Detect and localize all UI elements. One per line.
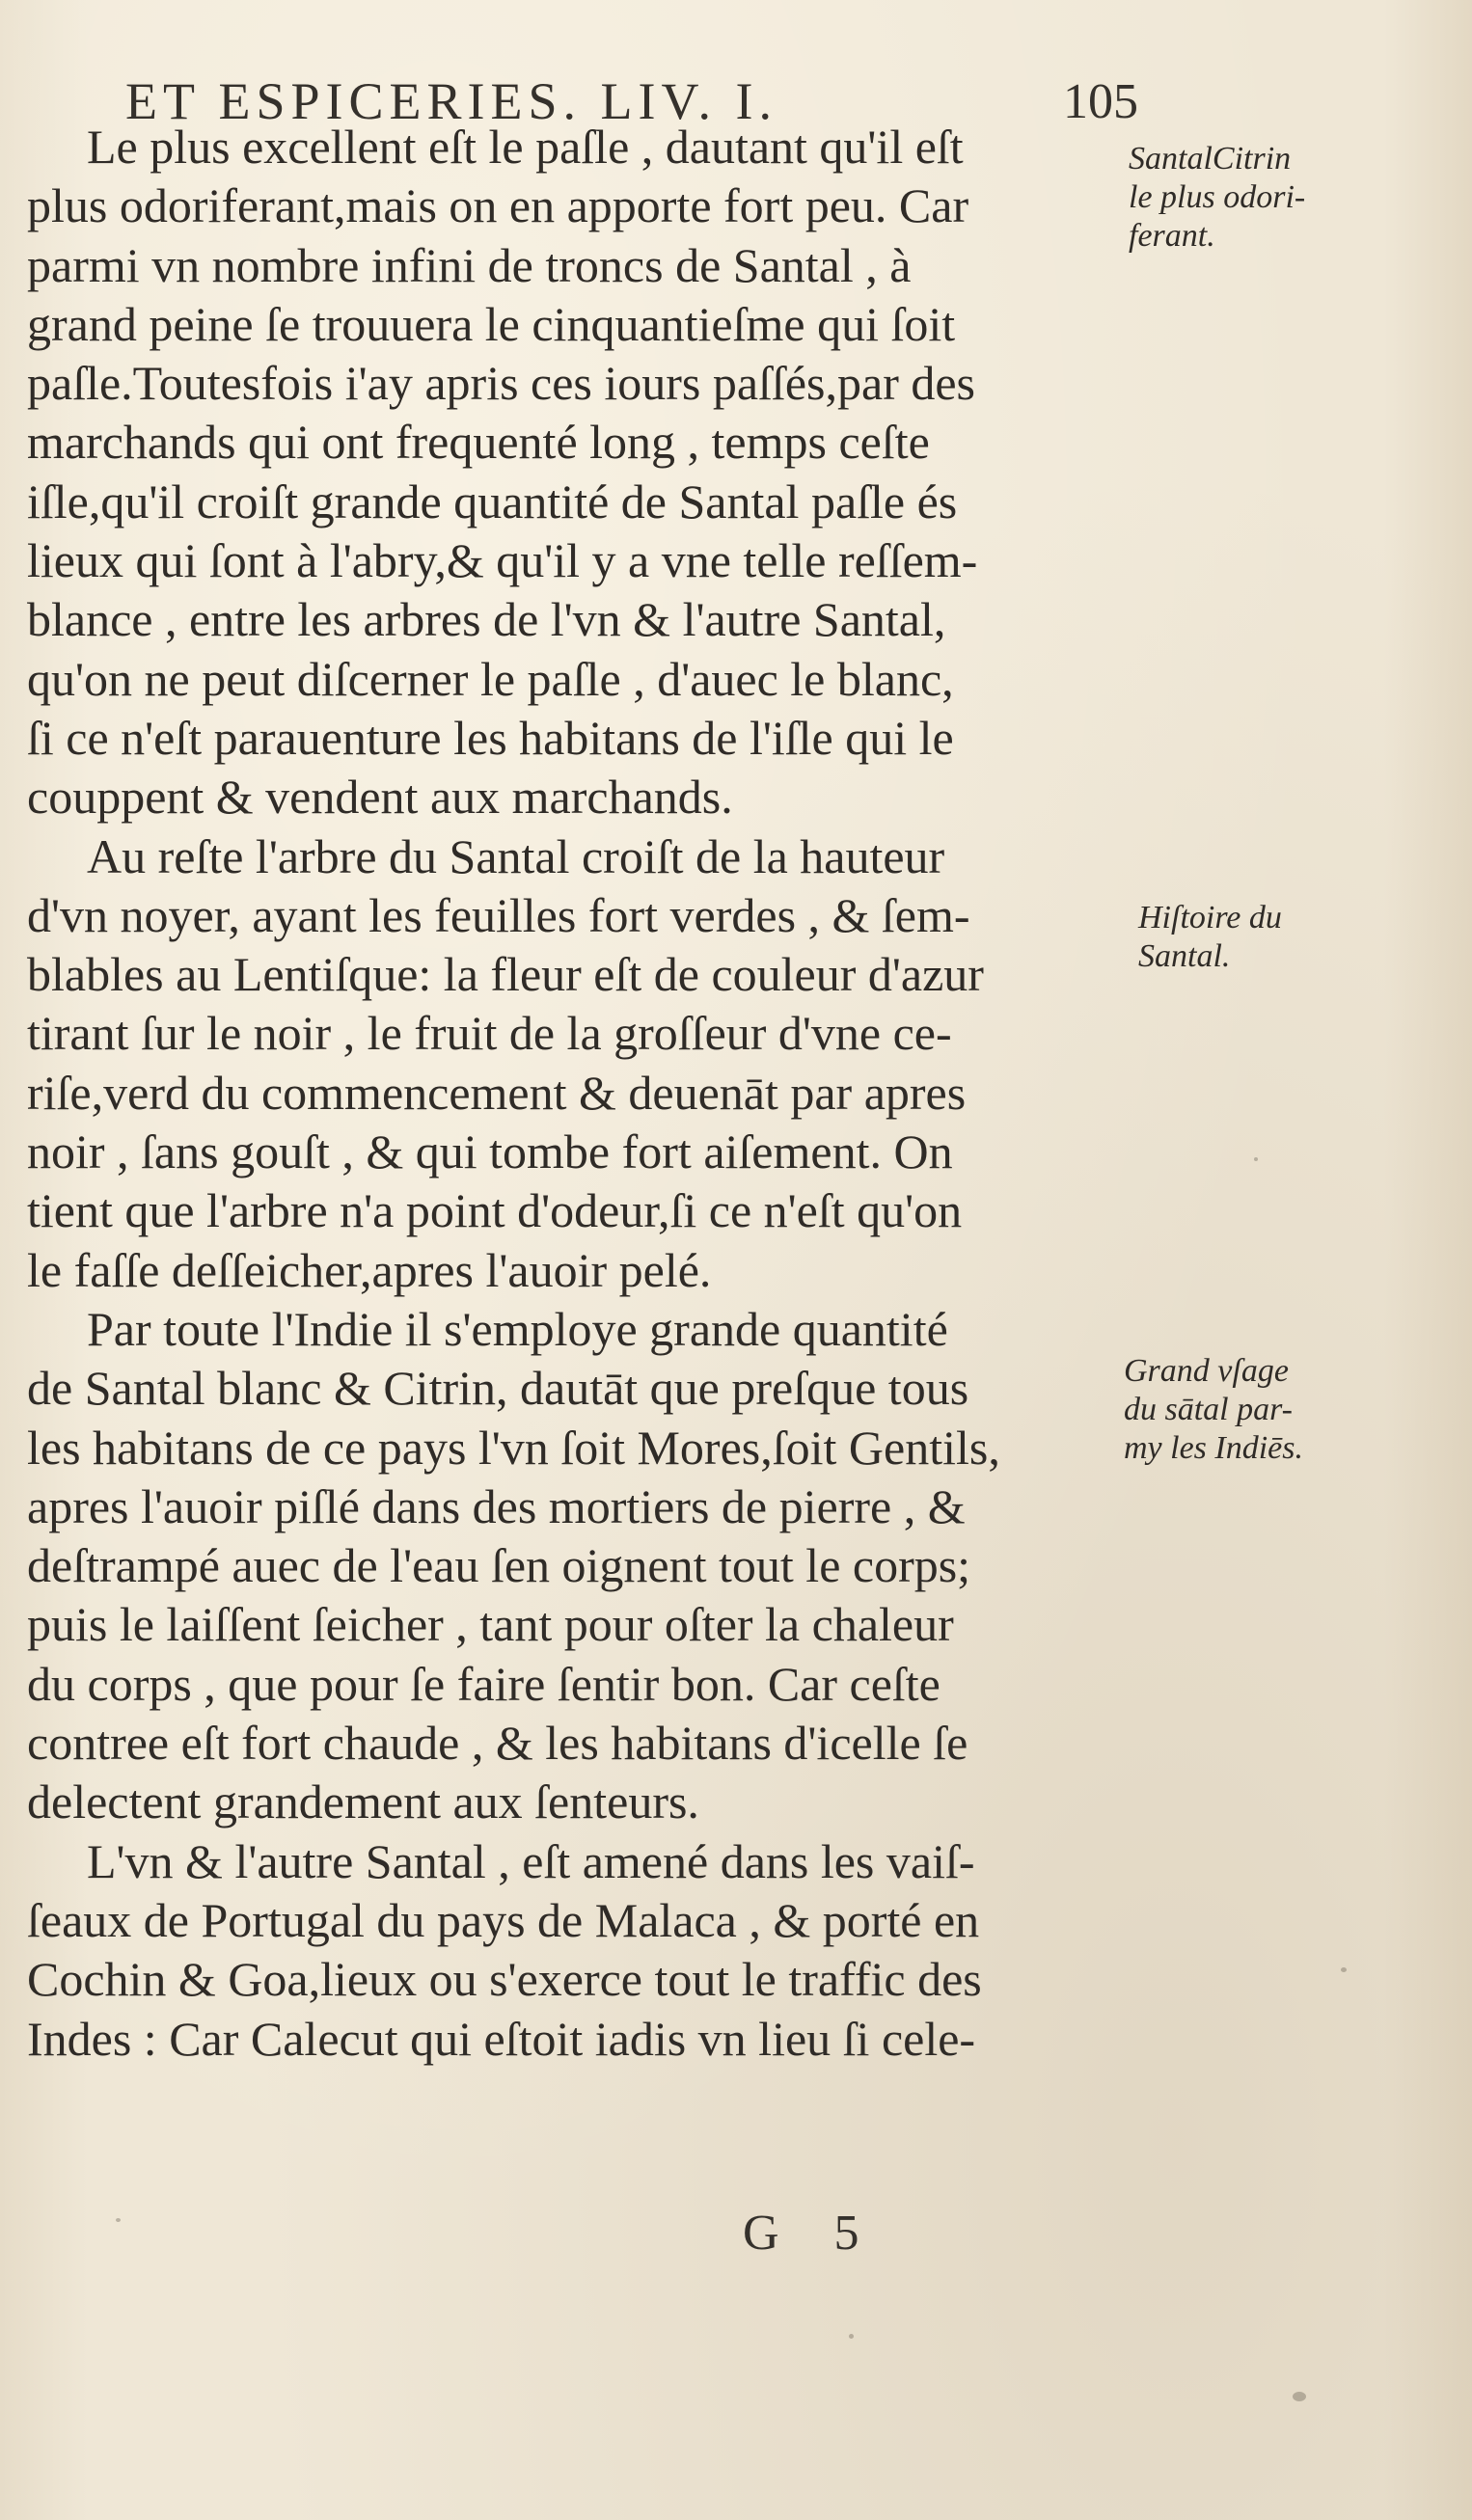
text-line: ſi ce n'eſt parauenture les habitans de l'iſle qui le	[27, 710, 954, 765]
margin-note-line: ferant.	[1129, 218, 1215, 254]
margin-note-line: my les Indiēs.	[1124, 1430, 1304, 1466]
text-line: d'vn noyer, ayant les feuilles fort verdes , & ſem-	[27, 887, 970, 942]
text-line: grand peine ſe trouuera le cinquantieſme qui ſoit	[27, 296, 956, 351]
speck	[1293, 2392, 1306, 2401]
text-line: ſeaux de Portugal du pays de Malaca , & porté en	[27, 1892, 980, 1947]
text-line: L'vn & l'autre Santal , eſt amené dans les vaiſ-	[87, 1833, 975, 1888]
text-line: du corps , que pour ſe faire ſentir bon. Car ceſte	[27, 1656, 940, 1711]
margin-note-santal-citrin	[1129, 140, 1305, 256]
text-line: noir , ſans gouſt , & qui tombe fort aiſement. On	[27, 1125, 953, 1179]
text-line: les habitans de ce pays l'vn ſoit Mores,ſoit Gentils,	[27, 1420, 1000, 1475]
text-line: Au reſte l'arbre du Santal croiſt de la hauteur	[87, 828, 945, 883]
text-line: puis le laiſſent ſeicher , tant pour oſter la chaleur	[27, 1597, 954, 1652]
text-line: paſle.Toutesfois i'ay apris ces iours paſſés,par des	[27, 356, 976, 411]
signature-mark: G 5	[743, 2206, 881, 2261]
text-line: blables au Lentiſque: la fleur eſt de couleur d'azur	[27, 947, 984, 1002]
text-line: riſe,verd du commencement & deuenāt par apres	[27, 1065, 967, 1120]
speck	[849, 2334, 854, 2339]
page-number: 105	[1063, 74, 1138, 129]
speck	[1254, 1157, 1258, 1161]
text-line: Le plus excellent eſt le paſle , dautant qu'il eſt	[87, 120, 964, 174]
margin-note-histoire	[1138, 899, 1282, 976]
speck	[116, 2218, 121, 2222]
margin-note-grand-usage	[1124, 1352, 1303, 1468]
text-line: le faſſe deſſeicher,apres l'auoir pelé.	[27, 1242, 712, 1297]
text-line: couppent & vendent aux marchands.	[27, 770, 733, 825]
text-line: lieux qui ſont à l'abry,& qu'il y a vne telle reſſem-	[27, 533, 978, 588]
margin-note-line: Hiſtoire du	[1138, 900, 1282, 935]
text-line: plus odoriferant,mais on en apporte fort peu. Car	[27, 178, 969, 233]
text-line: Par toute l'Indie il s'employe grande quantité	[87, 1301, 948, 1356]
text-line: apres l'auoir piſlé dans des mortiers de pierre , &	[27, 1478, 966, 1533]
text-line: delectent grandement aux ſenteurs.	[27, 1775, 699, 1829]
text-line: tient que l'arbre n'a point d'odeur,ſi ce n'eſt qu'on	[27, 1183, 963, 1238]
text-line: blance , entre les arbres de l'vn & l'autre Santal,	[27, 592, 946, 647]
text-line: qu'on ne peut diſcerner le paſle , d'auec le blanc,	[27, 651, 954, 706]
running-title: ET ESPICERIES. LIV. I.	[125, 72, 778, 130]
text-line: Indes : Car Calecut qui eſtoit iadis vn lieu ſi cele-	[27, 2011, 976, 2066]
margin-note-line: Grand vſage	[1124, 1353, 1289, 1389]
margin-note-line: Santal.	[1138, 938, 1231, 974]
text-line: Cochin & Goa,lieux ou s'exerce tout le traffic des	[27, 1952, 982, 2007]
text-line: parmi vn nombre infini de troncs de Santal , à	[27, 237, 912, 292]
speck	[1341, 1967, 1347, 1972]
margin-note-line: du sātal par-	[1124, 1392, 1293, 1427]
text-line: de Santal blanc & Citrin, dautāt que preſque tous	[27, 1361, 969, 1416]
margin-note-line: SantalCitrin	[1129, 141, 1292, 176]
margin-note-line: le plus odori-	[1129, 179, 1306, 215]
text-line: tirant ſur le noir , le fruit de la groſſeur d'vne ce-	[27, 1006, 952, 1061]
text-line: contree eſt fort chaude , & les habitans d'icelle ſe	[27, 1716, 968, 1771]
body-text	[27, 118, 1127, 2069]
text-line: iſle,qu'il croiſt grande quantité de Santal paſle és	[27, 474, 958, 528]
text-line: marchands qui ont frequenté long , temps ceſte	[27, 415, 930, 470]
text-line: deſtrampé auec de l'eau ſen oignent tout le corps;	[27, 1538, 971, 1593]
